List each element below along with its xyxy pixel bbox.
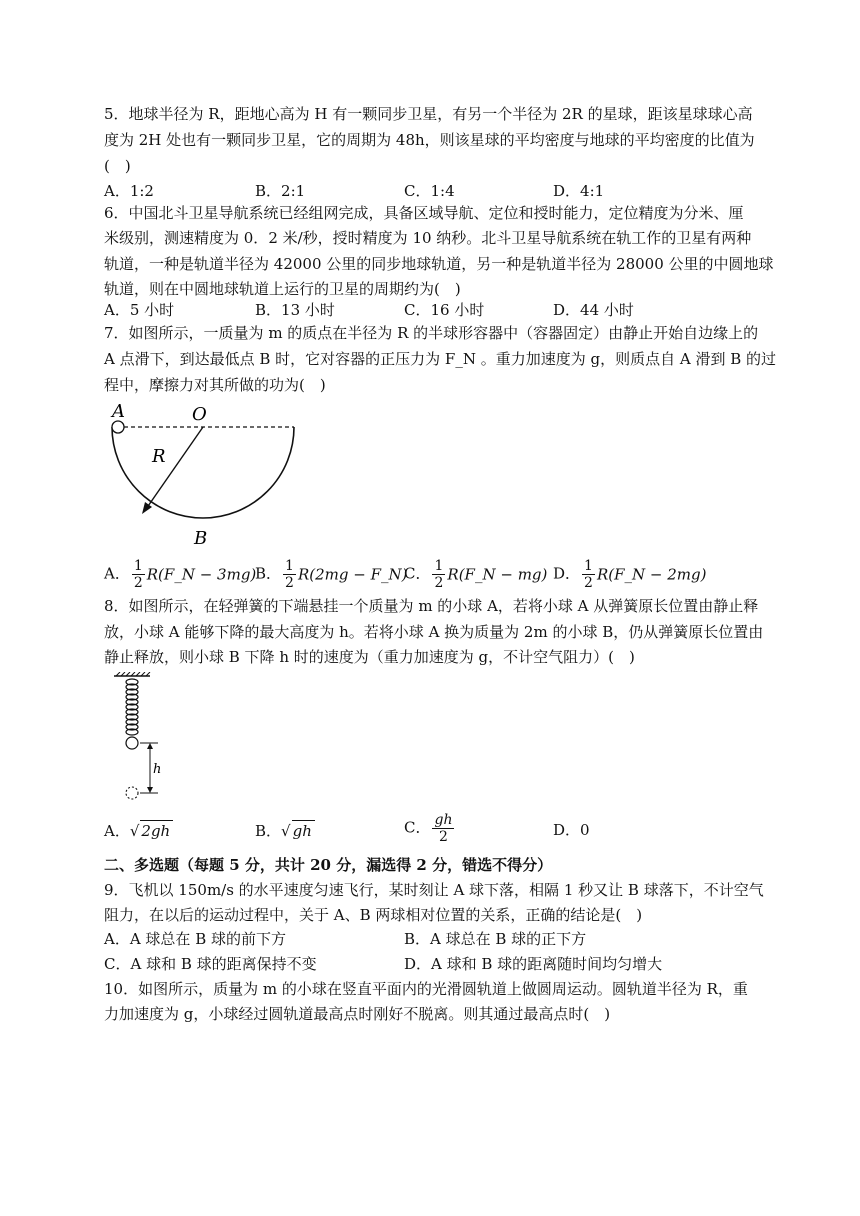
fraction-denominator: 2 bbox=[584, 575, 593, 591]
q8-option-c-fraction bbox=[432, 812, 454, 845]
fraction-numerator: 1 bbox=[434, 558, 444, 574]
q7-option-c-letter: C． bbox=[404, 564, 431, 583]
q8-line-2: 放，小球 A 能够下降的最大高度为 h。若将小球 A 换为质量为 2m 的小球 B，仍从弹簧原长位置由 bbox=[104, 623, 764, 641]
q7-option-a-expr: R(F_N − 3mg) bbox=[146, 565, 257, 584]
q5-option-a: A．1:2 bbox=[104, 182, 154, 200]
h-arrow-down bbox=[147, 787, 153, 793]
label-a: A bbox=[112, 401, 125, 422]
q7-option-d bbox=[553, 558, 706, 591]
q8-option-b-letter: B． bbox=[255, 822, 282, 840]
q9-line-1: 9．飞机以 150m/s 的水平速度匀速飞行，某时刻让 A 球下落，相隔 1 秒又让 B 球落下，不计空气 bbox=[104, 881, 764, 899]
label-h: h bbox=[153, 762, 162, 777]
q7-option-c-fraction bbox=[432, 558, 445, 591]
q7-option-d-expr: R(F_N − 2mg) bbox=[596, 565, 707, 584]
q8-option-b-radicand: gh bbox=[292, 820, 315, 841]
q6-option-a: A．5 小时 bbox=[104, 301, 175, 319]
q7-option-d-letter: D． bbox=[553, 564, 581, 583]
q5-line-3: ( ) bbox=[104, 157, 131, 175]
hemisphere-arc bbox=[112, 427, 294, 518]
q8-option-c-letter: C． bbox=[404, 818, 431, 837]
fraction-numerator: 1 bbox=[584, 558, 593, 574]
q9-line-2: 阻力，在以后的运动过程中，关于 A、B 两球相对位置的关系，正确的结论是( ) bbox=[104, 906, 643, 924]
q7-option-a bbox=[104, 558, 256, 591]
particle-at-a bbox=[112, 421, 124, 433]
fraction-numerator: 1 bbox=[133, 558, 143, 574]
sqrt-sign: √ bbox=[281, 822, 291, 840]
q10-line-1: 10．如图所示，质量为 m 的小球在竖直平面内的光滑圆轨道上做圆周运动。圆轨道半径为 R，重 bbox=[104, 980, 748, 998]
q6-line-4: 轨道，则在中圆地球轨道上运行的卫星的周期约为( ) bbox=[104, 280, 461, 298]
q7-option-a-letter: A． bbox=[104, 564, 130, 583]
radius-arrowhead bbox=[142, 502, 152, 514]
q5-line-1: 5．地球半径为 R，距地心高为 H 有一颗同步卫星，有另一个半径为 2R 的星球，距该星球球心高 bbox=[104, 105, 753, 123]
q7-option-a-fraction bbox=[132, 558, 145, 591]
q6-line-3: 轨道，一种是轨道半径为 42000 公里的同步地球轨道，另一种是轨道半径为 28000 公里的中圆地球 bbox=[104, 255, 774, 273]
label-r: R bbox=[152, 446, 166, 467]
spring-coil bbox=[126, 679, 138, 735]
q7-option-c-expr: R(F_N − mg) bbox=[447, 565, 548, 584]
label-o: O bbox=[192, 404, 207, 425]
sqrt-sign: √ bbox=[129, 822, 140, 840]
q7-line-3: 程中，摩擦力对其所做的功为( ) bbox=[104, 376, 326, 394]
fraction-denominator: 2 bbox=[434, 575, 444, 591]
q7-option-b-fraction bbox=[283, 558, 296, 591]
fraction-numerator: 1 bbox=[285, 558, 294, 574]
hemisphere-figure bbox=[108, 400, 298, 548]
q8-option-a-radicand: 2gh bbox=[140, 820, 173, 841]
q5-option-d: D．4:1 bbox=[553, 182, 605, 200]
q5-line-2: 度为 2H 处也有一颗同步卫星，它的周期为 48h，则该星球的平均密度与地球的平均密度的比值为 bbox=[104, 131, 755, 149]
fraction-numerator: gh bbox=[434, 812, 453, 828]
q7-option-b-letter: B． bbox=[255, 564, 282, 583]
ball-lowest-position bbox=[126, 787, 138, 799]
fraction-denominator: 2 bbox=[285, 575, 294, 591]
q9-option-b: B．A 球总在 B 球的正下方 bbox=[404, 930, 587, 948]
q9-option-a: A．A 球总在 B 球的前下方 bbox=[104, 930, 286, 948]
q8-option-b bbox=[255, 820, 315, 841]
q9-option-c: C．A 球和 B 球的距离保持不变 bbox=[104, 955, 317, 973]
q7-option-b bbox=[255, 558, 407, 591]
q6-option-d: D．44 小时 bbox=[553, 301, 634, 319]
q7-line-1: 7．如图所示，一质量为 m 的质点在半径为 R 的半球形容器中（容器固定）由静止开始自边缘上的 bbox=[104, 324, 759, 342]
label-b: B bbox=[194, 528, 208, 548]
section-heading-multiple-choice: 二、多选题（每题 5 分，共计 20 分，漏选得 2 分，错选不得分） bbox=[104, 856, 553, 874]
q6-line-1: 6．中国北斗卫星导航系统已经组网完成，具备区域导航、定位和授时能力，定位精度为分米、厘 bbox=[104, 204, 744, 222]
q10-line-2: 力加速度为 g，小球经过圆轨道最高点时刚好不脱离。则其通过最高点时( ) bbox=[104, 1005, 611, 1023]
radius-arrow bbox=[146, 427, 203, 509]
q9-option-d: D．A 球和 B 球的距离随时间均匀增大 bbox=[404, 955, 663, 973]
q8-option-a bbox=[104, 820, 173, 841]
fraction-denominator: 2 bbox=[133, 575, 143, 591]
q6-option-c: C．16 小时 bbox=[404, 301, 485, 319]
q7-option-b-expr: R(2mg − F_N) bbox=[297, 565, 408, 584]
q6-option-b: B．13 小时 bbox=[255, 301, 335, 319]
q5-option-b: B．2:1 bbox=[255, 182, 306, 200]
q8-option-a-letter: A． bbox=[104, 822, 130, 840]
q8-option-c bbox=[404, 812, 456, 845]
fraction-denominator: 2 bbox=[439, 829, 448, 845]
q7-option-c bbox=[404, 558, 547, 591]
q6-line-2: 米级别，测速精度为 0．2 米/秒，授时精度为 10 纳秒。北斗卫星导航系统在轨工作的卫星有两种 bbox=[104, 229, 752, 247]
q7-option-d-fraction bbox=[582, 558, 595, 591]
q8-line-1: 8．如图所示，在轻弹簧的下端悬挂一个质量为 m 的小球 A，若将小球 A 从弹簧原长位置由静止释 bbox=[104, 597, 759, 615]
ball-at-rest-length bbox=[126, 737, 138, 749]
spring-figure bbox=[110, 672, 170, 806]
q7-line-2: A 点滑下，到达最低点 B 时，它对容器的正压力为 F_N 。重力加速度为 g，则质点自 A 滑到 B 的过 bbox=[104, 350, 777, 368]
q8-line-3: 静止释放，则小球 B 下降 h 时的速度为（重力加速度为 g，不计空气阻力）( ) bbox=[104, 648, 635, 666]
q8-option-d: D．0 bbox=[553, 821, 590, 839]
h-arrow-up bbox=[147, 743, 153, 749]
q5-option-c: C．1:4 bbox=[404, 182, 455, 200]
